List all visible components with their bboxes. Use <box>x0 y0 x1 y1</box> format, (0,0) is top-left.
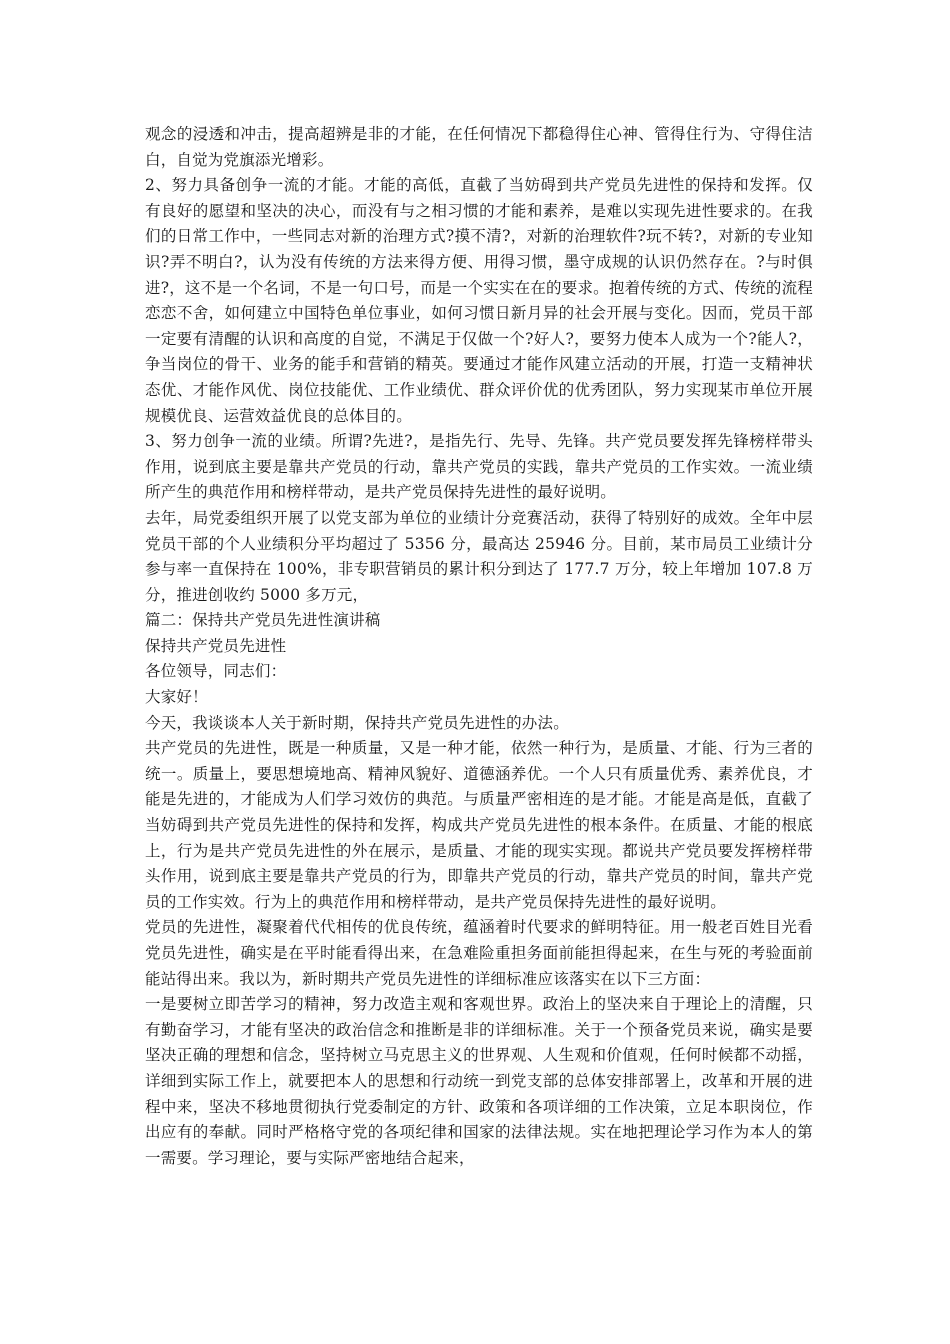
paragraph-5: 共产党员的先进性，既是一种质量，又是一种才能，依然一种行为，是质量、才能、行为三者的统一。质量上，要思想境地高、精神风貌好、道德涵养优。一个人只有质量优秀、素养优良，才能是先进的，才能成为人们学习效仿的典范。与质量严密相连的是才能。才能是高是低，直截了当妨碍到共产党员先进性的保持和发挥，构成共产党员先进性的根本条件。在质量、才能的根底上，行为是共产党员先进性的外在展示，是质量、才能的现实实现。都说共产党员要发挥榜样带头作用，说到底主要是靠共产党员的行为，即靠共产党员的行动，靠共产党员的时间，靠共产党员的工作实效。行为上的典范作用和榜样带动，是共产党员保持先进性的最好说明。 <box>145 739 813 911</box>
document-body <box>145 122 813 1171</box>
paragraph-3: 3、努力创争一流的业绩。所谓?先进?，是指先行、先导、先锋。共产党员要发挥先锋榜样带头作用，说到底主要是靠共产党员的行动，靠共产党员的实践，靠共产党员的工作实效。一流业绩所产生的典范作用和榜样带动，是共产党员保持先进性的最好说明。 <box>145 432 813 502</box>
paragraph-2: 2、努力具备创争一流的才能。才能的高低，直截了当妨碍到共产党员先进性的保持和发挥。仅有良好的愿望和坚决的决心，而没有与之相习惯的才能和素养，是难以实现先进性要求的。在我们的日常工作中，一些同志对新的治理方式?摸不清?，对新的治理软件?玩不转?，对新的专业知识?弄不明白?，认为没有传统的方法来得方便、用得习惯，墨守成规的认识仍然存在。?与时俱进?，这不是一个名词，不是一句口号，而是一个实实在在的要求。抱着传统的方式、传统的流程恋恋不舍，如何建立中国特色单位事业，如何习惯日新月异的社会开展与变化。因而，党员干部一定要有清醒的认识和高度的自觉，不满足于仅做一个?好人?，要努力使本人成为一个?能人?，争当岗位的骨干、业务的能手和营销的精英。要通过才能作风建立活动的开展，打造一支精神状态优、才能作风优、岗位技能优、工作业绩优、群众评价优的优秀团队，努力实现某市单位开展规模优良、运营效益优良的总体目的。 <box>145 176 813 425</box>
paragraph-1: 观念的浸透和冲击，提高超辨是非的才能，在任何情况下都稳得住心神、管得住行为、守得住洁白，自觉为党旗添光增彩。 <box>145 125 813 169</box>
paragraph-intro: 今天，我谈谈本人关于新时期，保持共产党员先进性的办法。 <box>145 713 569 732</box>
section-heading: 篇二：保持共产党员先进性演讲稿 <box>145 611 381 630</box>
paragraph-4: 去年，局党委组织开展了以党支部为单位的业绩计分竞赛活动，获得了特别好的成效。全年中层党员干部的个人业绩积分平均超过了 5356 分，最高达 25946 分。目前，某市局员工业绩计分参与率一直保持在 100%，非专职营销员的累计积分到达了 177.7 万分，较上年增加 107.8 万分，推进创收约 5000 多万元， <box>145 508 813 604</box>
salutation: 各位领导，同志们： <box>145 662 287 681</box>
paragraph-6: 党员的先进性，凝聚着代代相传的优良传统，蕴涵着时代要求的鲜明特征。用一般老百姓目光看党员先进性，确实是在平时能看得出来，在急难险重担务面前能担得起来，在生与死的考验面前能站得出来。我以为，新时期共产党员先进性的详细标准应该落实在以下三方面： <box>145 918 813 988</box>
greeting: 大家好！ <box>145 688 208 707</box>
paragraph-7: 一是要树立即苦学习的精神，努力改造主观和客观世界。政治上的坚决来自于理论上的清醒，只有勤奋学习，才能有坚决的政治信念和推断是非的详细标准。关于一个预备党员来说，确实是要坚决正确的理想和信念，坚持树立马克思主义的世界观、人生观和价值观，任何时候都不动摇，详细到实际工作上，就要把本人的思想和行动统一到党支部的总体安排部署上，改革和开展的进程中来，坚决不移地贯彻执行党委制定的方针、政策和各项详细的工作决策，立足本职岗位，作出应有的奉献。同时严格格守党的各项纪律和国家的法律法规。实在地把理论学习作为本人的第一需要。学习理论，要与实际严密地结合起来， <box>145 995 813 1167</box>
speech-title: 保持共产党员先进性 <box>145 636 287 655</box>
